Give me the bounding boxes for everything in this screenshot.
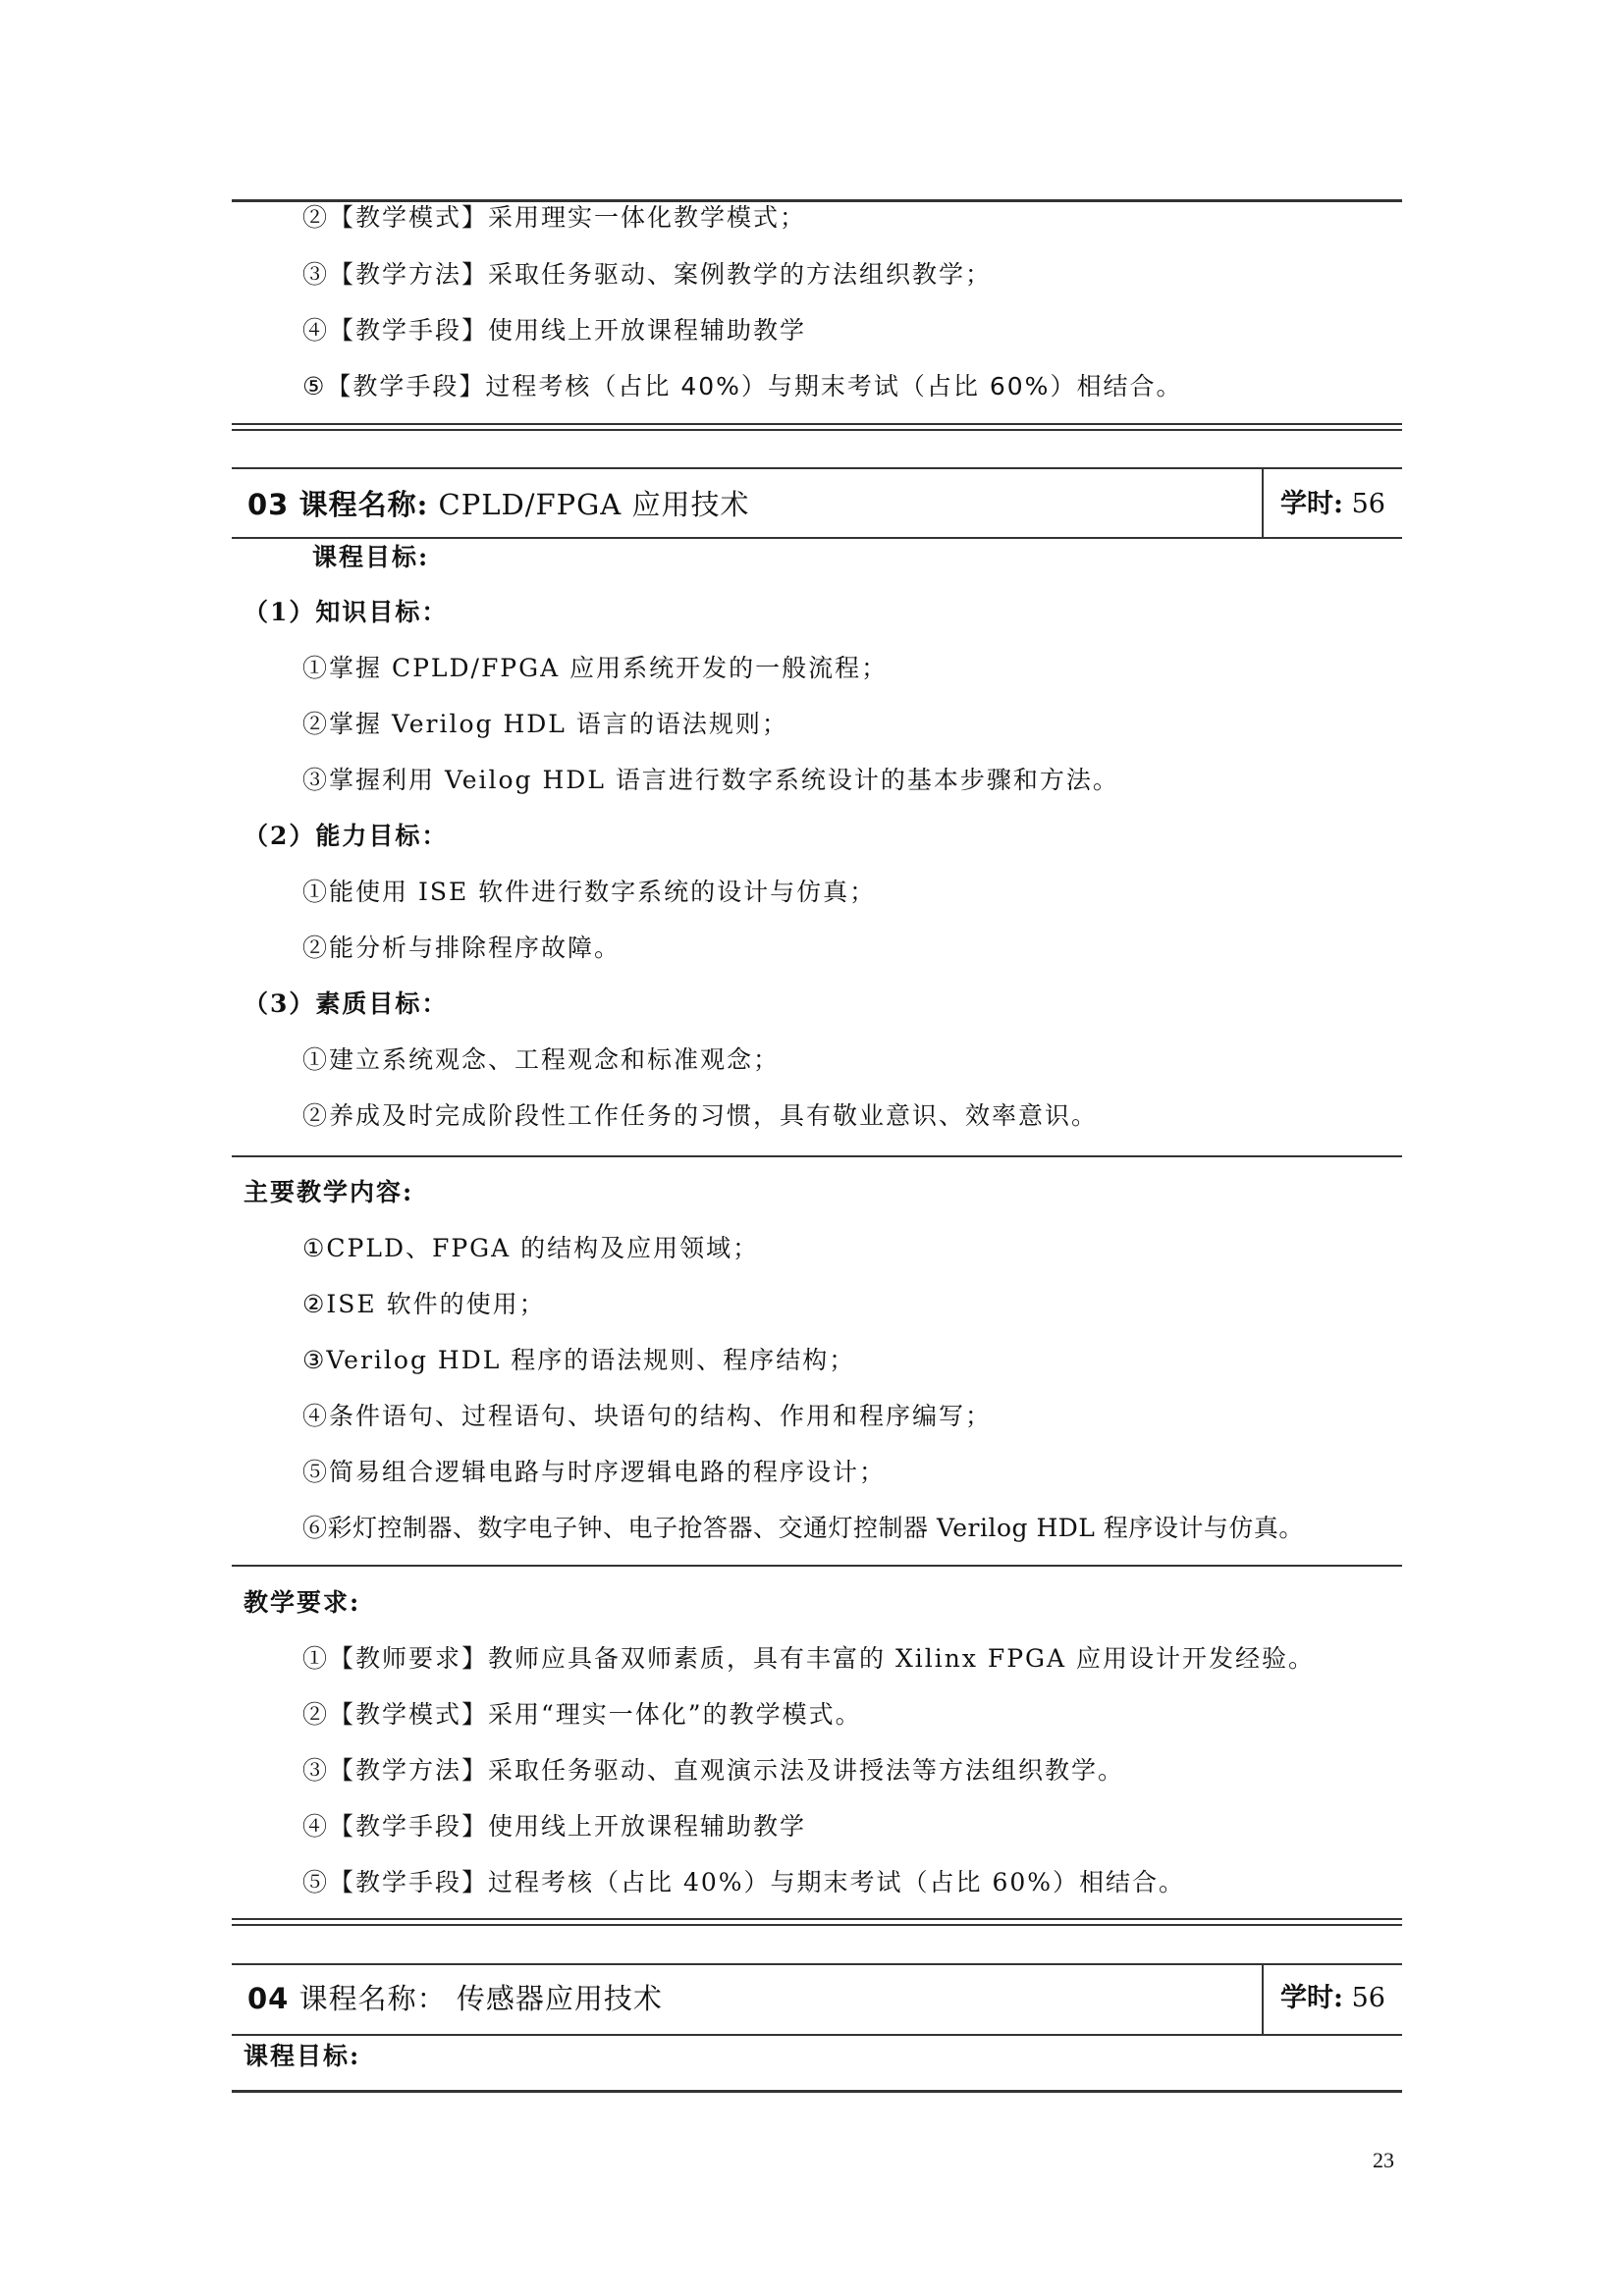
text-line: ③【教学方法】采取任务驱动、案例教学的方法组织教学；: [302, 260, 993, 289]
knowledge-item: ①掌握 CPLD/FPGA 应用系统开发的一般流程；: [302, 654, 889, 682]
section-end-rule: [232, 423, 1402, 431]
course-header-top-rule: [232, 1963, 1402, 1965]
course-name: 传感器应用技术: [456, 1982, 663, 2015]
goals-heading: 课程目标:: [244, 2042, 361, 2070]
course-header-bottom-rule: [232, 2034, 1402, 2036]
ability-heading: （2）能力目标：: [244, 822, 449, 850]
hours-label: 学时:: [1280, 1983, 1343, 2013]
page-number: 23: [1373, 2148, 1394, 2172]
content-item: ⑥彩灯控制器、数字电子钟、电子抢答器、交通灯控制器 Verilog HDL 程序设计与仿真。: [302, 1514, 1304, 1542]
quality-item: ①建立系统观念、工程观念和标准观念；: [302, 1045, 781, 1074]
course-header-top-rule: [232, 467, 1402, 469]
requirement-item: ⑤【教学手段】过程考核（占比 40%）与期末考试（占比 60%）相结合。: [302, 1868, 1186, 1896]
quality-item: ②养成及时完成阶段性工作任务的习惯，具有敬业意识、效率意识。: [302, 1101, 1099, 1130]
goals-bottom-rule: [232, 1155, 1402, 1157]
course-number: 04: [247, 1982, 290, 2015]
knowledge-item: ②掌握 Verilog HDL 语言的语法规则；: [302, 710, 788, 738]
content-item: ④条件语句、过程语句、块语句的结构、作用和程序编写；: [302, 1402, 993, 1430]
course-name-label: 课程名称:: [298, 488, 429, 521]
header-divider: [1262, 1963, 1264, 2034]
content-bottom-rule: [232, 1565, 1402, 1567]
course-number: 03: [247, 488, 290, 521]
course-name-label: 课程名称：: [298, 1982, 447, 2015]
hours-label: 学时:: [1280, 489, 1343, 519]
content-heading: 主要教学内容:: [244, 1178, 414, 1206]
content-item: ③Verilog HDL 程序的语法规则、程序结构；: [302, 1346, 856, 1374]
text-line: ②【教学模式】采用理实一体化教学模式；: [302, 203, 807, 232]
content-item: ⑤简易组合逻辑电路与时序逻辑电路的程序设计；: [302, 1458, 887, 1486]
requirement-item: ③【教学方法】采取任务驱动、直观演示法及讲授法等方法组织教学。: [302, 1756, 1125, 1785]
ability-item: ①能使用 ISE 软件进行数字系统的设计与仿真；: [302, 878, 877, 906]
course-header-bottom-rule: [232, 537, 1402, 539]
text-line: ⑤【教学手段】过程考核（占比 40%）与期末考试（占比 60%）相结合。: [302, 372, 1183, 400]
section-end-rule: [232, 1918, 1402, 1926]
requirement-item: ①【教师要求】教师应具备双师素质，具有丰富的 Xilinx FPGA 应用设计开发经验。: [302, 1644, 1316, 1673]
requirements-heading: 教学要求:: [244, 1588, 361, 1617]
hours-value: 56: [1351, 1983, 1385, 2013]
goals-heading: 课程目标:: [312, 543, 430, 571]
hours-value: 56: [1351, 489, 1385, 519]
text-line: ④【教学手段】使用线上开放课程辅助教学: [302, 316, 807, 345]
requirement-item: ④【教学手段】使用线上开放课程辅助教学: [302, 1812, 807, 1841]
course-hours: [1280, 485, 1385, 524]
course-name: CPLD/FPGA 应用技术: [438, 488, 750, 521]
content-item: ①CPLD、FPGA 的结构及应用领域；: [302, 1234, 760, 1262]
content-item: ②ISE 软件的使用；: [302, 1290, 546, 1318]
header-divider: [1262, 467, 1264, 537]
requirement-item: ②【教学模式】采用“理实一体化”的教学模式。: [302, 1700, 862, 1729]
course-title: [247, 485, 749, 524]
knowledge-item: ③掌握利用 Veilog HDL 语言进行数字系统设计的基本步骤和方法。: [302, 766, 1119, 794]
ability-item: ②能分析与排除程序故障。: [302, 934, 622, 962]
knowledge-heading: （1）知识目标：: [244, 598, 449, 626]
course-title: [247, 1979, 663, 2018]
course-hours: [1280, 1979, 1385, 2018]
bottom-rule: [232, 2090, 1402, 2093]
quality-heading: （3）素质目标：: [244, 989, 449, 1018]
